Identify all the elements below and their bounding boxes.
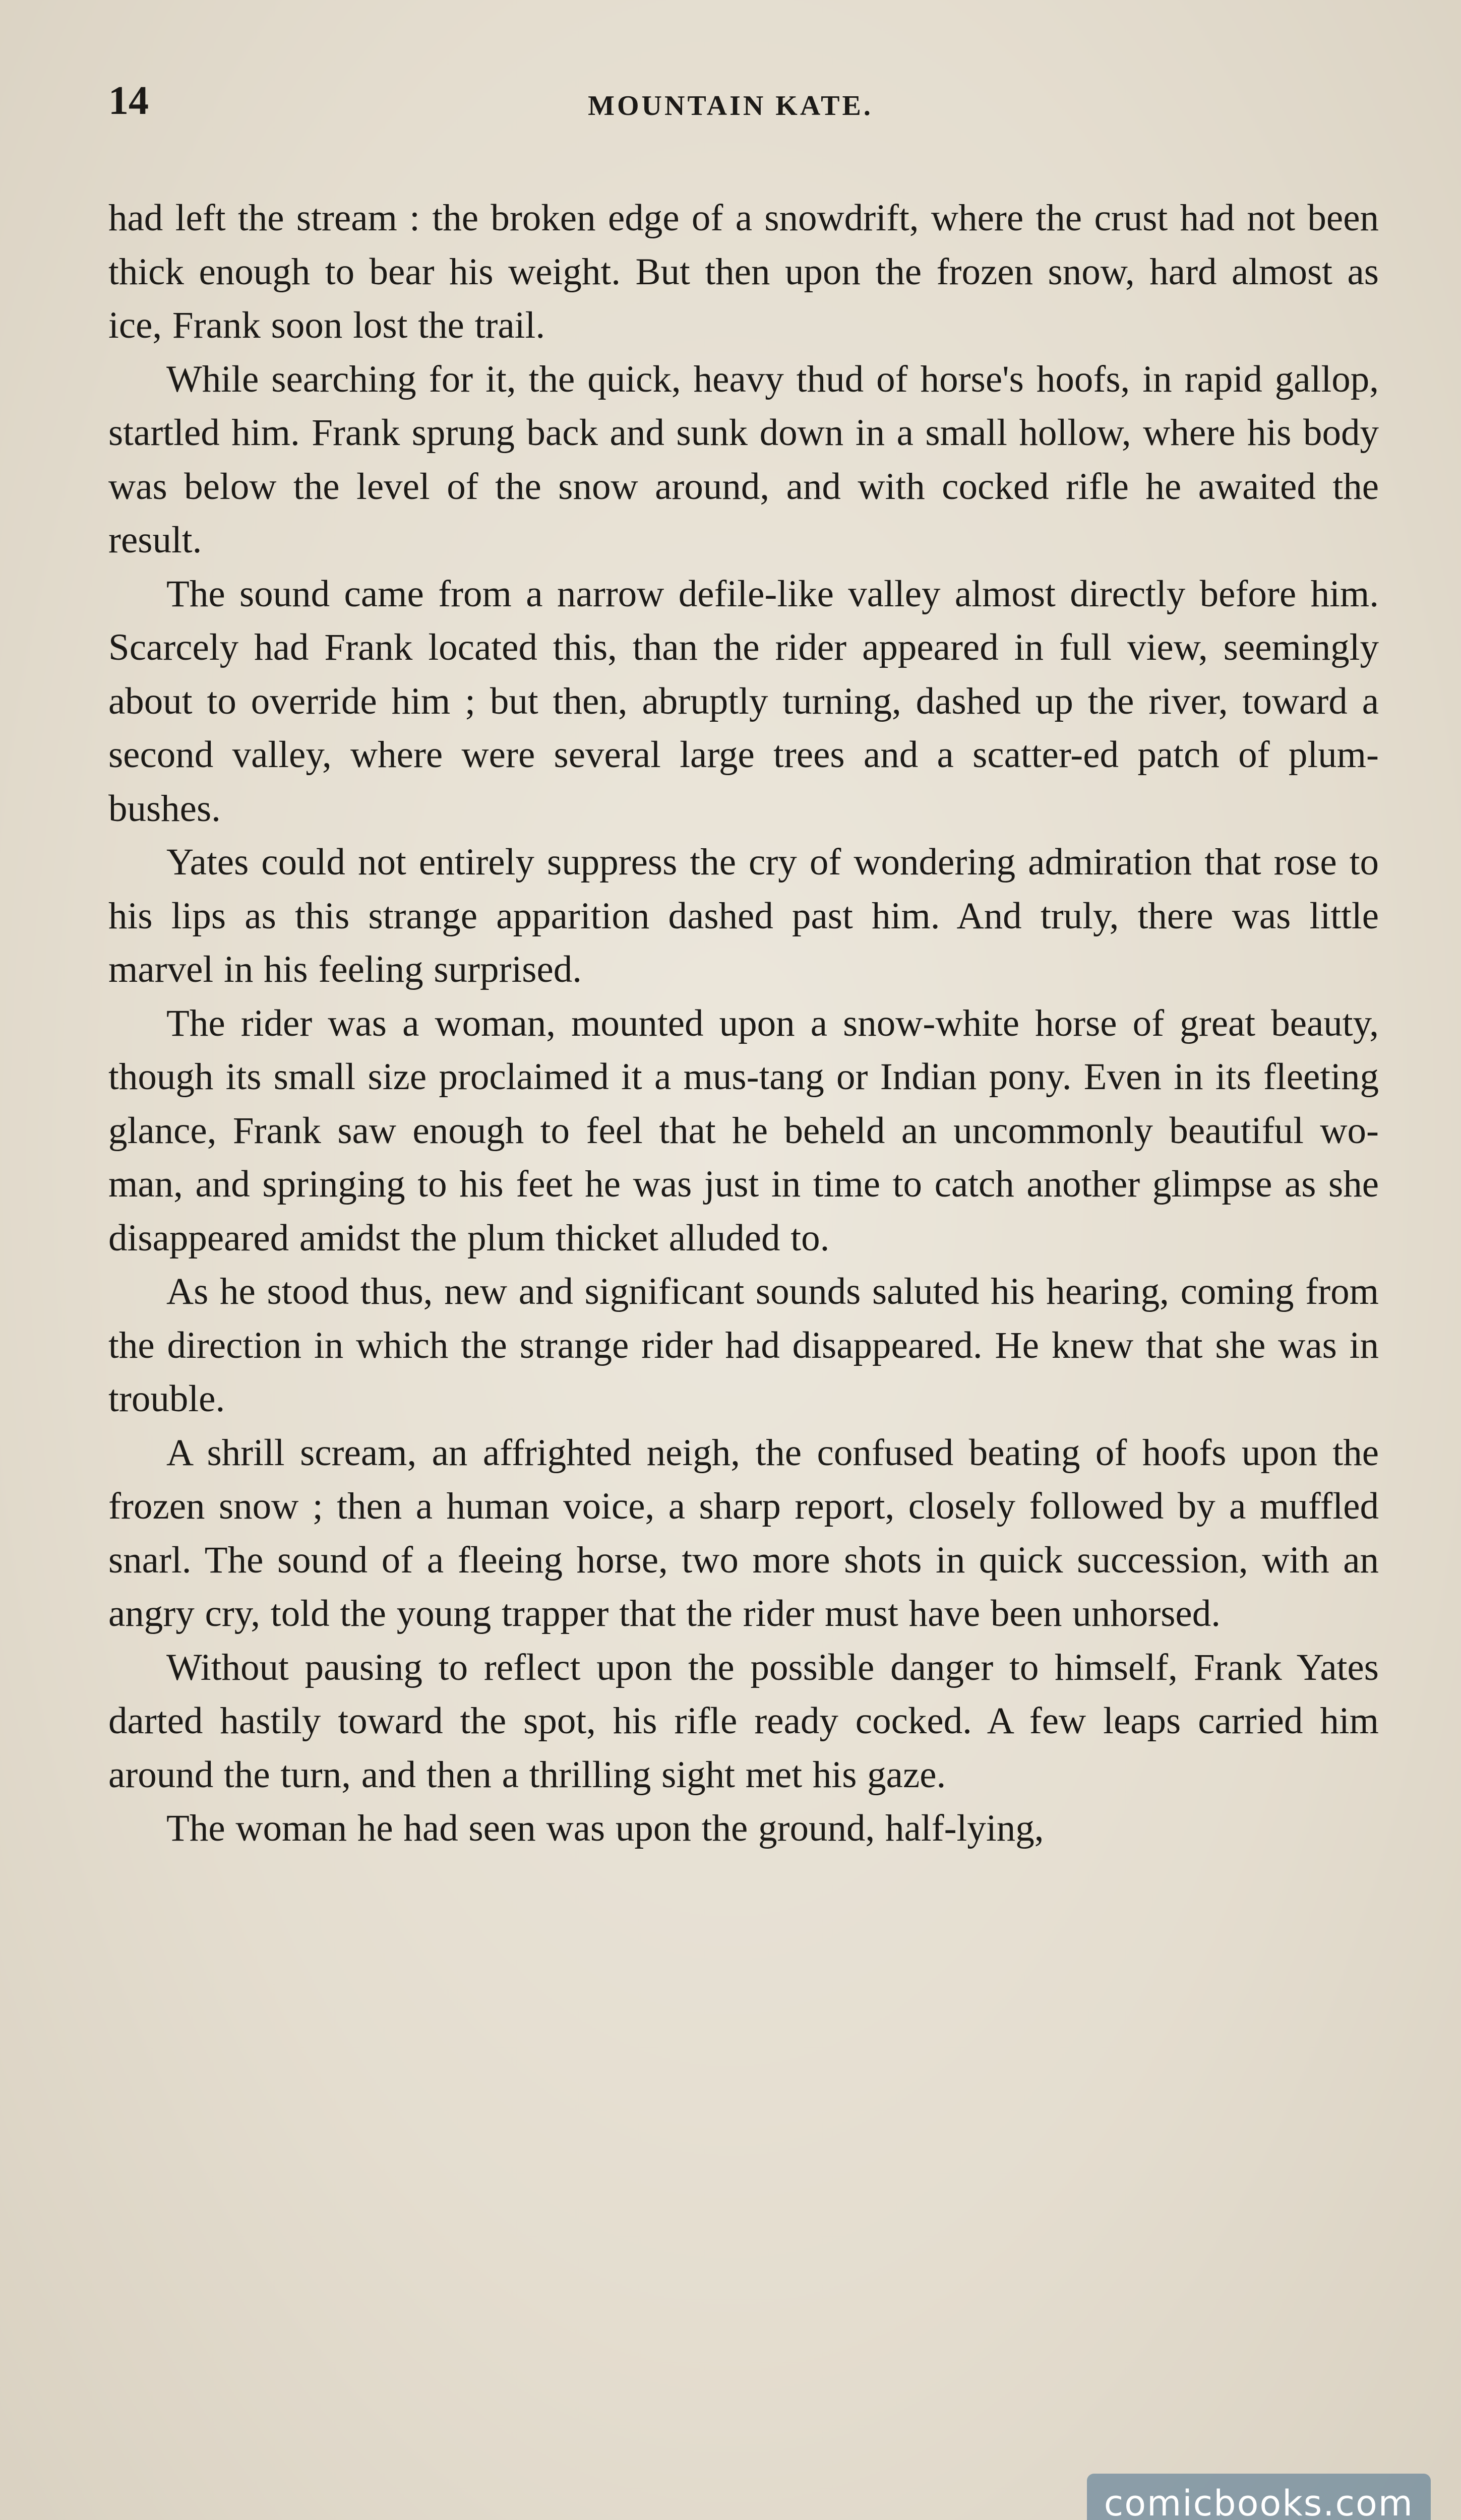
paragraph: The sound came from a narrow defile-like valley almost directly before him. Scarcely had Frank located this, than the rider appeared in full view, seemingly about to override him ; but then, abruptly turning, dashed up the river, toward a second valley, where were several large trees and a scatter-ed patch of plum-bushes. — [108, 573, 1379, 830]
paragraph: Yates could not entirely suppress the cry of wondering admiration that rose to his lips as this strange apparition dashed past him. And truly, there was little marvel in his feeling surprised. — [108, 841, 1379, 990]
paragraph: The woman he had seen was upon the ground, half-lying, — [166, 1807, 1044, 1849]
paragraph: had left the stream : the broken edge of a snowdrift, where the crust had not been thick enough to bear his weight. But then upon the frozen snow, hard almost as ice, Frank soon lost the trail. — [108, 197, 1379, 346]
paragraph: A shrill scream, an affrighted neigh, the confused beating of hoofs upon the frozen snow ; then a human voice, a sharp report, closely followed by a muffled snarl. The sound of a fleeing horse, two more shots in quick succession, with an angry cry, told the young trapper that the rider must have been unhorsed. — [108, 1431, 1379, 1634]
page-number: 14 — [108, 79, 149, 123]
body-text — [108, 192, 1379, 1856]
paragraph: While searching for it, the quick, heavy thud of horse's hoofs, in rapid gallop, startled him. Frank sprung back and sunk down in a small hollow, where his body was below the level of the snow around, and with cocked rifle he awaited the result. — [108, 358, 1379, 561]
paragraph: The rider was a woman, mounted upon a snow-white horse of great beauty, though its small size proclaimed it a mus-tang or Indian pony. Even in its fleeting glance, Frank saw enough to feel that he beheld an uncommonly beautiful wo-man, and springing to his feet he was just in time to catch another glimpse as she disappeared amidst the plum thicket alluded to. — [108, 1002, 1379, 1259]
page-header — [108, 76, 1353, 136]
paragraph: As he stood thus, new and significant sounds saluted his hearing, coming from the direction in which the strange rider had disappeared. He knew that she was in trouble. — [108, 1271, 1379, 1420]
watermark: comicbooks.com — [1087, 2474, 1431, 2520]
paragraph: Without pausing to reflect upon the possible danger to himself, Frank Yates darted hastily toward the spot, his rifle ready cocked. A few leaps carried him around the turn, and then a thrilling sight met his gaze. — [108, 1646, 1379, 1796]
running-title: MOUNTAIN KATE. — [588, 90, 873, 121]
